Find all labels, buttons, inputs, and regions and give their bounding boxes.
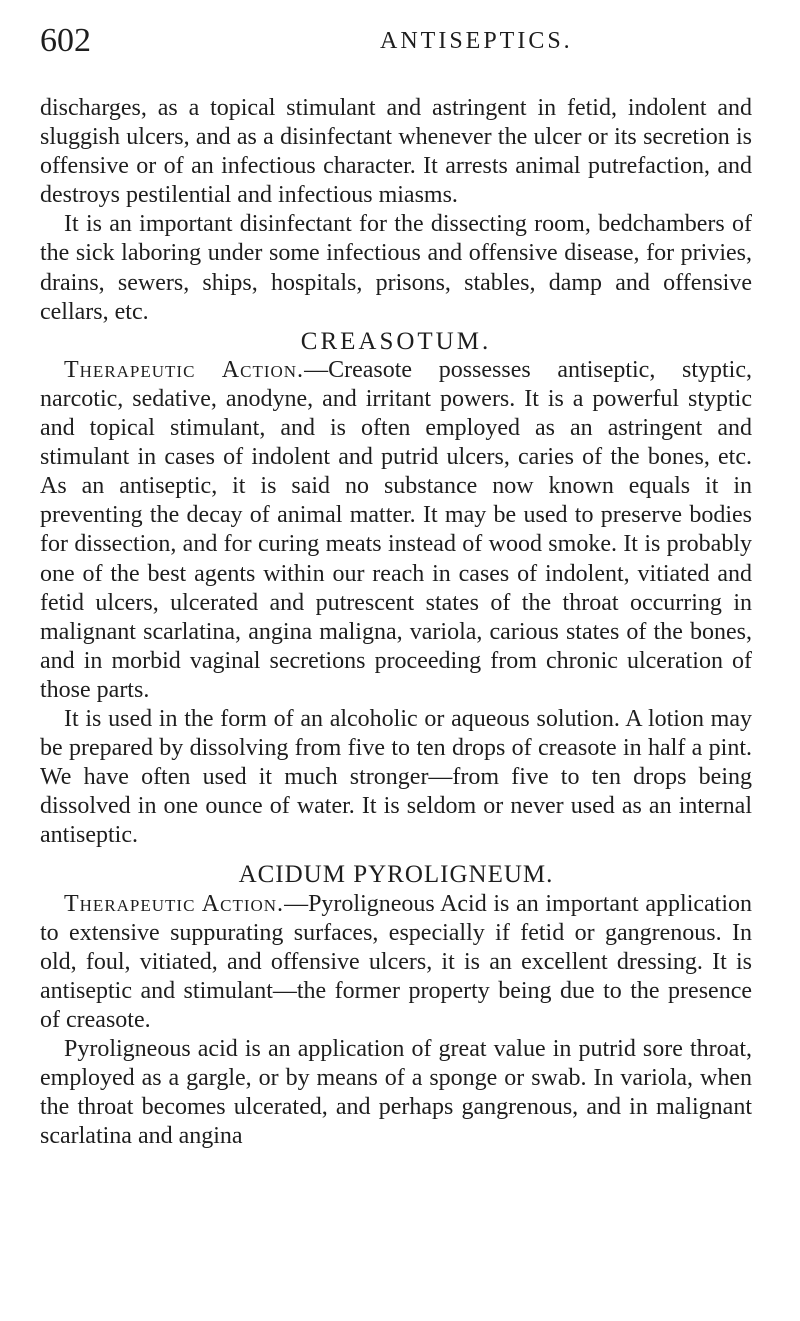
- section-heading: ACIDUM PYROLIGNEUM.: [238, 861, 554, 889]
- body-text: [40, 94, 752, 1151]
- paragraph: Pyroligneous acid is an application of great value in putrid sore throat, employed as a gargle, or by means of a sponge or swab. In variola, when the throat becomes ulcerated, and perhaps gangrenous, and in malignant scarlatina and angina: [40, 1036, 752, 1150]
- paragraph-text: —Creasote possesses antiseptic, styptic, narcotic, sedative, anodyne, and irritant powers. It is a powerful styptic and topical stimulant, and is often employed as an astringent and stimulant in cases of indolent and putrid ulcers, caries of the bones, etc. As an antiseptic, it is said no substance now known equals it in preventing the decay of animal matter. It may be used to preserve bodies for dissection, and for curing meats instead of wood smoke. It is probably one of the best agents within our reach in cases of indolent, vitiated and fetid ulcers, ulcerated and putrescent states of the throat occurring in malignant scarlatina, angina maligna, variola, carious states of the bones, and in morbid vaginal secretions proceeding from chronic ulceration of those parts.: [40, 356, 752, 703]
- paragraph: [40, 890, 752, 1035]
- running-head: [40, 22, 760, 62]
- running-title: ANTISEPTICS.: [380, 28, 573, 54]
- paragraph-lead: Therapeutic Action.: [64, 890, 285, 917]
- section-heading: CREASOTUM.: [300, 327, 492, 355]
- page-number: 602: [40, 22, 91, 59]
- paragraph-text: —Pyroligneous Acid is an important application to extensive suppurating surfaces, especially if fetid or gangrenous. In old, foul, vitiated, and offensive ulcers, it is an excellent dressing. It is antiseptic and stimulant—the former property being due to the presence of creasote.: [40, 890, 752, 1033]
- paragraph: It is used in the form of an alcoholic or aqueous solution. A lotion may be prepared by dissolving from five to ten drops of creasote in half a pint. We have often used it much stronger—from five to ten drops being dissolved in one ounce of water. It is seldom or never used as an internal antiseptic.: [40, 705, 752, 849]
- paragraph: It is an important disinfectant for the dissecting room, bedchambers of the sick laboring under some infectious and offensive disease, for privies, drains, sewers, ships, hospitals, prisons, stables, damp and offensive cellars, etc.: [40, 211, 752, 325]
- paragraph: discharges, as a topical stimulant and astringent in fetid, indolent and sluggish ulcers, and as a disinfectant whenever the ulcer or its secretion is offensive or of an infectious character. It arrests animal putrefaction, and destroys pestilential and infectious miasms.: [40, 95, 752, 209]
- paragraph: [40, 356, 752, 705]
- paragraph-lead: Therapeutic Action.: [64, 356, 305, 383]
